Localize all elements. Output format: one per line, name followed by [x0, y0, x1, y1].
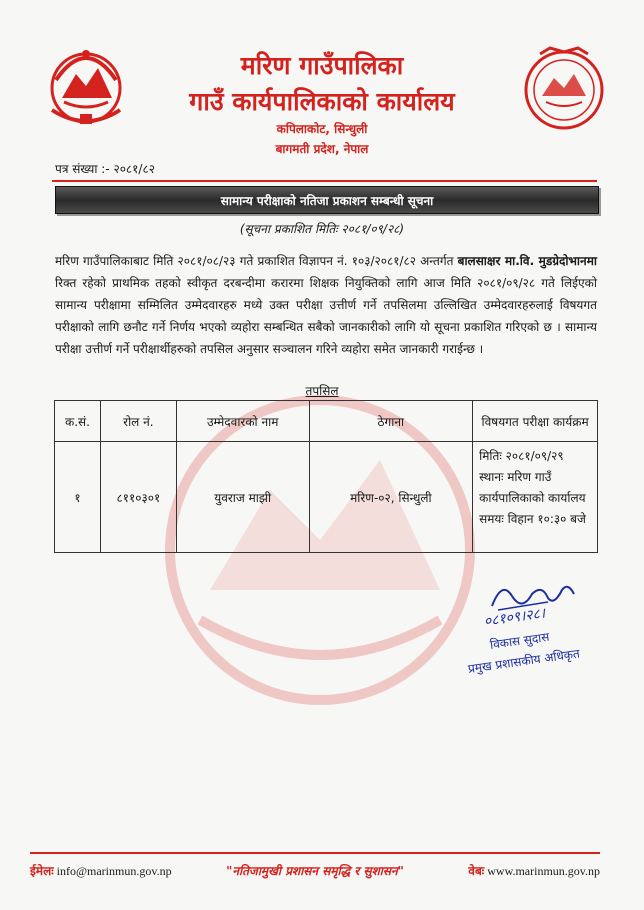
column-header: विषयगत परीक्षा कार्यक्रम — [473, 401, 598, 442]
office-province: बागमती प्रदेश, नेपाल — [275, 142, 369, 156]
signatory-name: विकास सुदास — [489, 629, 551, 652]
published-date: (सूचना प्रकाशित मितिः २०८१/०९/२८) — [239, 222, 405, 236]
email-label: ईमेलः — [30, 864, 54, 878]
exam-date: मितिः २०८१/०९/२९ — [479, 449, 564, 463]
column-header: रोल नं. — [100, 401, 176, 442]
notice-title: सामान्य परीक्षाको नतिजा प्रकाशन सम्बन्धी सूचना — [220, 193, 434, 208]
header-divider — [52, 180, 597, 182]
exam-time: समयः विहान १०:३० बजे — [479, 512, 586, 526]
exam-schedule-cell — [473, 442, 598, 553]
footer — [30, 862, 600, 882]
signatory-title: प्रमुख प्रशासकीय अधिकृत — [467, 646, 581, 676]
reference-number: पत्र संख्या :- २०८१/८२ — [55, 162, 155, 176]
body-part-1: मरिण गाउँपालिकाबाट मिति २०८१/०८/२३ गते प्रकाशित विज्ञापन नं. १०३/२०८१/८२ अन्तर्गत — [55, 254, 458, 268]
office-address: कपिलाकोट, सिन्धुली — [276, 122, 368, 136]
serial-number-cell: १ — [55, 442, 101, 553]
table-heading: तपसिल — [305, 384, 339, 398]
column-header: क.सं. — [55, 401, 101, 442]
office-subtitle: गाउँ कार्यपालिकाको कार्यालय — [189, 87, 455, 116]
candidate-name-cell: युवराज माझी — [176, 442, 309, 553]
school-name: बालसाक्षर मा.वि. मुडग्रेदोभानमा — [457, 254, 597, 268]
exam-venue-cont: कार्यपालिकाको कार्यालय — [479, 491, 586, 505]
footer-slogan: "नतिजामुखी प्रशासन समृद्धि र सुशासन" — [226, 864, 404, 878]
footer-web — [468, 862, 600, 879]
address-cell: मरिण-०२, सिन्धुली — [309, 442, 473, 553]
table-header-row — [55, 401, 598, 442]
signature-date: ०८१०९।२८। — [482, 605, 547, 630]
table-row — [55, 442, 598, 553]
body-part-2: रिक्त रहेको प्राथमिक तहको स्वीकृत दरबन्दीमा करारमा शिक्षक नियुक्तिको लागि आज मिति २०८१/०९/२८ गते लिईएको सामान्य परीक्षामा सम्मिलित उम्मेदवारहरु मध्ये उक्त परीक्षा उत्तीर्ण गर्ने तपसिलमा उल्लिखित उम्मेदवारहरुलाई विषयगत परीक्षाको लागि छनौट गर्ने निर्णय भएको व्यहोरा सम्बन्धित सबैको जानकारीको लागि यो सूचना प्रकाशित गरिएको छ । सामान्य परीक्षा उत्तीर्ण गर्ने परीक्षार्थीहरुको तपसिल अनुसार सञ्चालन गरिने व्यहोरा समेत जानकारी गराईन्छ । — [55, 276, 597, 356]
website-link[interactable]: www.marinmun.gov.np — [487, 864, 600, 878]
results-table — [54, 400, 598, 553]
notice-title-banner — [55, 186, 599, 214]
office-name: मरिण गाउँपालिका — [240, 51, 404, 80]
notice-body — [55, 250, 597, 360]
roll-number-cell: ८११०३०१ — [100, 442, 176, 553]
email-link[interactable]: info@marinmun.gov.np — [56, 864, 172, 878]
column-header: उम्मेदवारको नाम — [176, 401, 309, 442]
exam-venue: स्थानः मरिण गाउँ — [479, 470, 552, 484]
column-header: ठेगाना — [309, 401, 473, 442]
web-label: वेबः — [468, 864, 485, 878]
footer-divider — [30, 852, 600, 854]
